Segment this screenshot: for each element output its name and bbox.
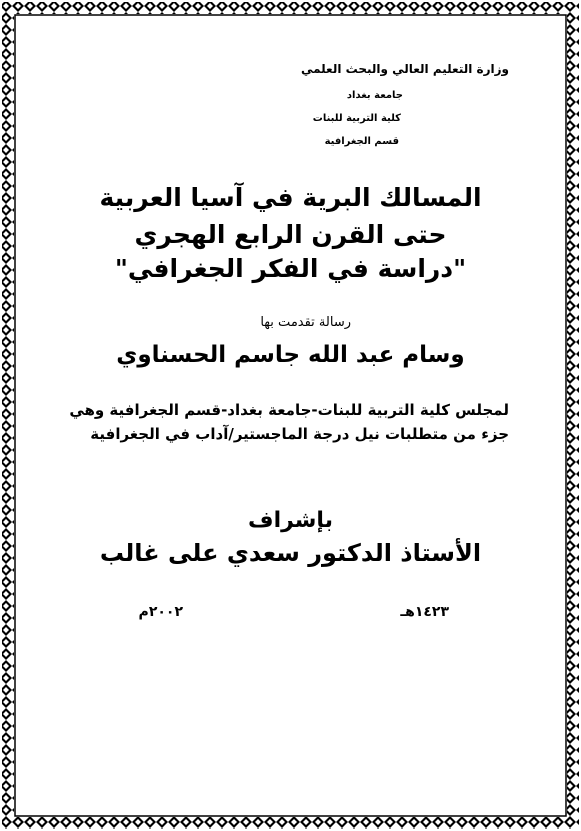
gregorian-date: ٢٠٠٢م (138, 604, 183, 620)
university-name: جامعة بغداد (346, 90, 403, 101)
department-name: قسم الجغرافية (324, 136, 399, 147)
college-name: كلية التربية للبنات (312, 113, 401, 124)
submission-line-1: لمجلس كلية التربية للبنات-جامعة بغداد-قسم الجغرافية وهي (69, 401, 509, 419)
title-line-2: حتى القرن الرابع الهجري (134, 220, 447, 249)
title-line-1: المسالك البرية في آسيا العربية (99, 183, 482, 212)
title-line-3: "دراسة في الفكر الجغرافي" (114, 254, 467, 283)
author-intro: رسالة تقدمت بها (260, 315, 351, 330)
submission-line-2: جزء من متطلبات نيل درجة الماجستير/آداب في الجغرافية (90, 425, 509, 443)
author-name: وسام عبد الله جاسم الحسناوي (116, 342, 465, 368)
supervisor-name: الأستاذ الدكتور سعدي على غالب (99, 539, 482, 567)
supervision-label: بإشراف (248, 508, 333, 533)
ministry-name: وزارة التعليم العالي والبحث العلمي (300, 62, 509, 76)
hijri-date: ١٤٢٣هـ (400, 604, 449, 620)
